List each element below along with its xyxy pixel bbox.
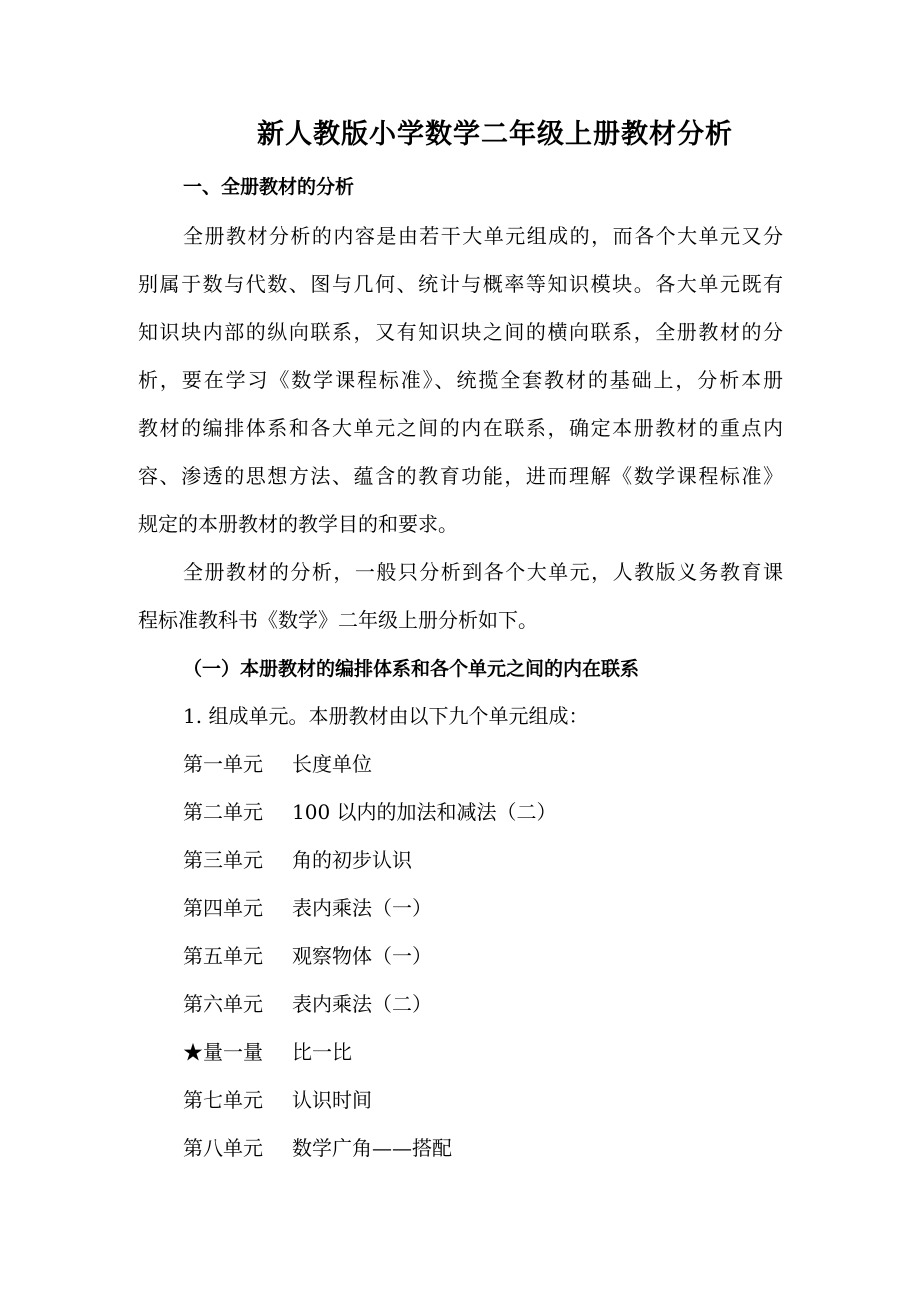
unit-label: 第六单元 bbox=[183, 992, 263, 1016]
unit-row bbox=[183, 1138, 452, 1158]
list-item-1: 1. 组成单元。本册教材由以下九个单元组成： bbox=[183, 704, 589, 728]
paragraph-1-line-2: 别属于数与代数、图与几何、统计与概率等知识模块。各大单元既有 bbox=[138, 272, 783, 296]
document-title: 新人教版小学数学二年级上册教材分析 bbox=[257, 119, 733, 150]
unit-name: 100 以内的加法和减法（二） bbox=[292, 800, 557, 824]
unit-name: 表内乘法（一） bbox=[292, 896, 432, 920]
unit-label: 第五单元 bbox=[183, 944, 263, 968]
unit-name: 观察物体（一） bbox=[292, 944, 432, 968]
paragraph-1-line-3: 知识块内部的纵向联系，又有知识块之间的横向联系，全册教材的分 bbox=[138, 320, 783, 344]
paragraph-2-line-2: 程标准教科书《数学》二年级上册分析如下。 bbox=[138, 608, 538, 632]
paragraph-1-line-4: 析，要在学习《数学课程标准》、统揽全套教材的基础上，分析本册 bbox=[138, 368, 783, 392]
unit-row bbox=[183, 1042, 352, 1062]
unit-row bbox=[183, 994, 432, 1014]
unit-label: ★量一量 bbox=[183, 1040, 263, 1064]
paragraph-2-line-1: 全册教材的分析，一般只分析到各个大单元，人教版义务教育课 bbox=[183, 560, 783, 584]
subsection-heading-1: （一）本册教材的编排体系和各个单元之间的内在联系 bbox=[183, 658, 640, 680]
unit-label: 第二单元 bbox=[183, 800, 263, 824]
unit-label: 第三单元 bbox=[183, 848, 263, 872]
unit-name: 表内乘法（二） bbox=[292, 992, 432, 1016]
unit-name: 长度单位 bbox=[292, 752, 372, 776]
paragraph-1-line-7: 规定的本册教材的教学目的和要求。 bbox=[138, 512, 458, 536]
paragraph-1-line-6: 容、渗透的思想方法、蕴含的教育功能，进而理解《数学课程标准》 bbox=[138, 464, 783, 488]
unit-label: 第七单元 bbox=[183, 1088, 263, 1112]
paragraph-1-line-1: 全册教材分析的内容是由若干大单元组成的，而各个大单元又分 bbox=[183, 224, 783, 248]
paragraph-1-line-5: 教材的编排体系和各大单元之间的内在联系，确定本册教材的重点内 bbox=[138, 416, 783, 440]
unit-label: 第一单元 bbox=[183, 752, 263, 776]
unit-row bbox=[183, 754, 372, 774]
unit-name: 数学广角——搭配 bbox=[292, 1136, 452, 1160]
unit-row bbox=[183, 850, 412, 870]
section-heading-1: 一、全册教材的分析 bbox=[183, 176, 355, 198]
unit-label: 第八单元 bbox=[183, 1136, 263, 1160]
unit-label: 第四单元 bbox=[183, 896, 263, 920]
unit-name: 认识时间 bbox=[292, 1088, 372, 1112]
unit-name: 比一比 bbox=[292, 1040, 352, 1064]
unit-name: 角的初步认识 bbox=[292, 848, 412, 872]
unit-row bbox=[183, 802, 557, 822]
unit-row bbox=[183, 898, 432, 918]
unit-row bbox=[183, 1090, 372, 1110]
unit-row bbox=[183, 946, 432, 966]
